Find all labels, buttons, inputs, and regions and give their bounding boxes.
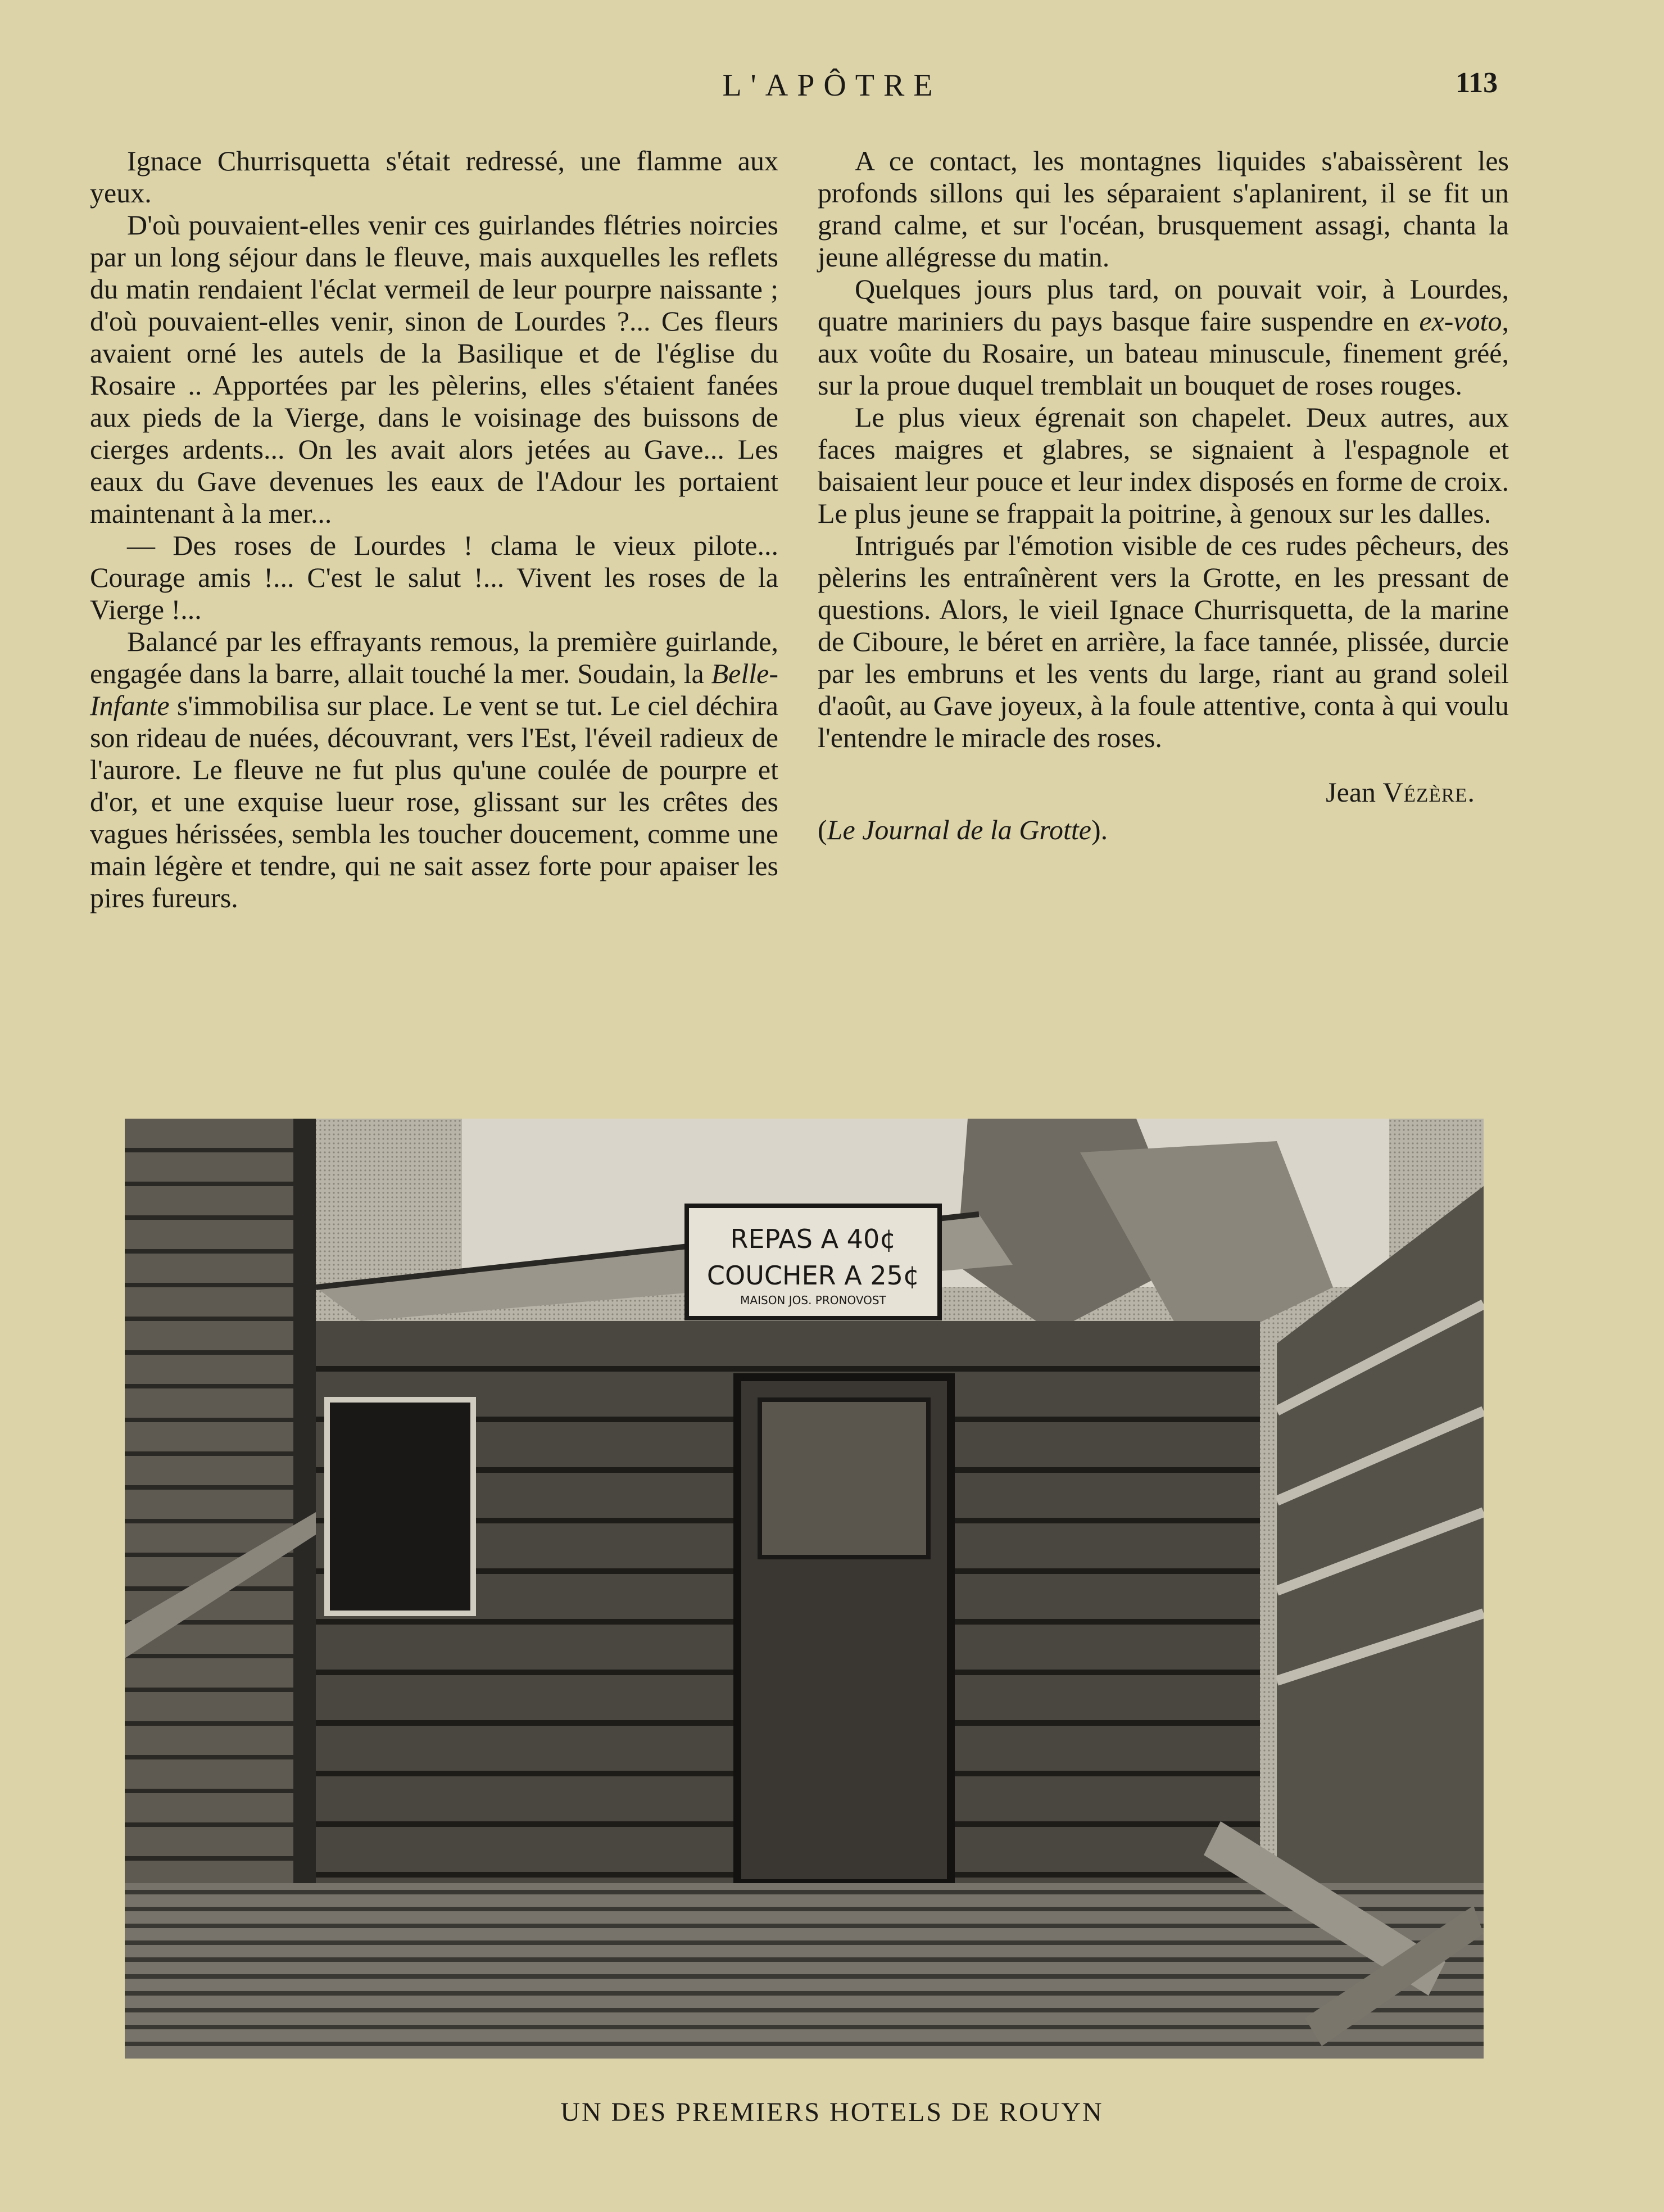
running-title: L'APÔTRE bbox=[722, 68, 942, 103]
emphasis: ex-voto bbox=[1419, 305, 1502, 337]
source-paren-open: ( bbox=[818, 814, 827, 845]
paragraph: A ce contact, les montagnes liquides s'abaissèrent les profonds sillons qui les séparaient s'aplanirent, il se fit un grand calme, et sur l'océan, brusquement assagi, chanta la jeune allégresse du matin. bbox=[818, 145, 1509, 273]
sign-bed-price: COUCHER A 25¢ bbox=[706, 1260, 920, 1291]
page-number: 113 bbox=[1456, 67, 1498, 99]
paragraph-text: , aux voûte du Rosaire, un bateau minuscule, finement gréé, sur la proue duquel tremblait un bouquet de roses rouges. bbox=[818, 305, 1509, 401]
paragraph bbox=[90, 626, 778, 914]
sign-owner: MAISON JOS. PRONOVOST bbox=[740, 1293, 886, 1307]
source-paren-close: ). bbox=[1091, 814, 1108, 845]
paragraph: Intrigués par l'émotion visible de ces rudes pêcheurs, des pèlerins les entraînèrent vers la Grotte, en les pressant de questions. Alors, le vieil Ignace Churrisquetta, de la marine de Ciboure, le béret en arrière, la face tannée, plissée, durcie par les embruns et les vents du large, riant au grand soleil d'août, au Gave joyeux, à la foule attentive, conta à qui voulu l'entendre le miracle des roses. bbox=[818, 530, 1509, 753]
paragraph: Le plus vieux égrenait son chapelet. Deux autres, aux faces maigres et glabres, se signaient à l'espagnole et baisaient leur pouce et leur index disposés en forme de croix. Le plus jeune se frappait la poitrine, à genoux sur les dalles. bbox=[818, 401, 1509, 529]
hotel-photograph bbox=[125, 1119, 1484, 2059]
author-last-name: Vézère. bbox=[1382, 776, 1475, 808]
source-title: Le Journal de la Grotte bbox=[827, 814, 1091, 845]
sign-meal-price: REPAS A 40¢ bbox=[730, 1224, 896, 1254]
author-signature bbox=[818, 776, 1509, 808]
left-column bbox=[90, 145, 778, 914]
paragraph: D'où pouvaient-elles venir ces guirlandes flétries noircies par un long séjour dans le fleuve, mais auxquelles les reflets du matin rendaient l'éclat vermeil de leur pourpre naissante ; d'où pouvaient-elles venir, sinon de Lourdes ?... Ces fleurs avaient orné les autels de la Basilique et de l'église du Rosaire .. Apportées par les pèlerins, elles s'étaient fanées aux pieds de la Vierge, dans le voisinage des buissons de cierges ardents... On les avait alors jetées au Gave... Les eaux du Gave devenues les eaux de l'Adour les portaient maintenant à la mer... bbox=[90, 209, 778, 529]
paragraph: Ignace Churrisquetta s'était redressé, une flamme aux yeux. bbox=[90, 145, 778, 209]
paragraph-text: Quelques jours plus tard, on pouvait voir, à Lourdes, quatre mariniers du pays basque faire suspendre en bbox=[818, 273, 1509, 337]
ship-name: Belle-Infante bbox=[90, 658, 778, 721]
paragraph-text: s'immobilisa sur place. Le vent se tut. Le ciel déchira son rideau de nuées, découvrant, vers l'Est, l'éveil radieux de l'aurore. Le fleuve ne fut plus qu'une coulée de pourpre et d'or, et une exquise lueur rose, glissant sur les crêtes des vagues hérissées, sembla les toucher doucement, comme une main légère et tendre, qui ne sait assez forte pour apaiser les pires fureurs. bbox=[90, 690, 778, 913]
cabin-window bbox=[327, 1400, 473, 1613]
paragraph: — Des roses de Lourdes ! clama le vieux pilote... Courage amis !... C'est le salut !... Vivent les roses de la Vierge !... bbox=[90, 530, 778, 625]
paragraph bbox=[818, 273, 1509, 401]
source-reference bbox=[818, 814, 1509, 846]
photo-caption: UN DES PREMIERS HOTELS DE ROUYN bbox=[560, 2097, 1104, 2127]
right-column bbox=[818, 145, 1509, 846]
plank-walkway bbox=[125, 1883, 1484, 2059]
photo-illustration bbox=[125, 1119, 1484, 2059]
paragraph-text: Balancé par les effrayants remous, la première guirlande, engagée dans la barre, allait touché la mer. Soudain, la bbox=[90, 626, 778, 689]
author-first-name: Jean bbox=[1326, 776, 1383, 808]
